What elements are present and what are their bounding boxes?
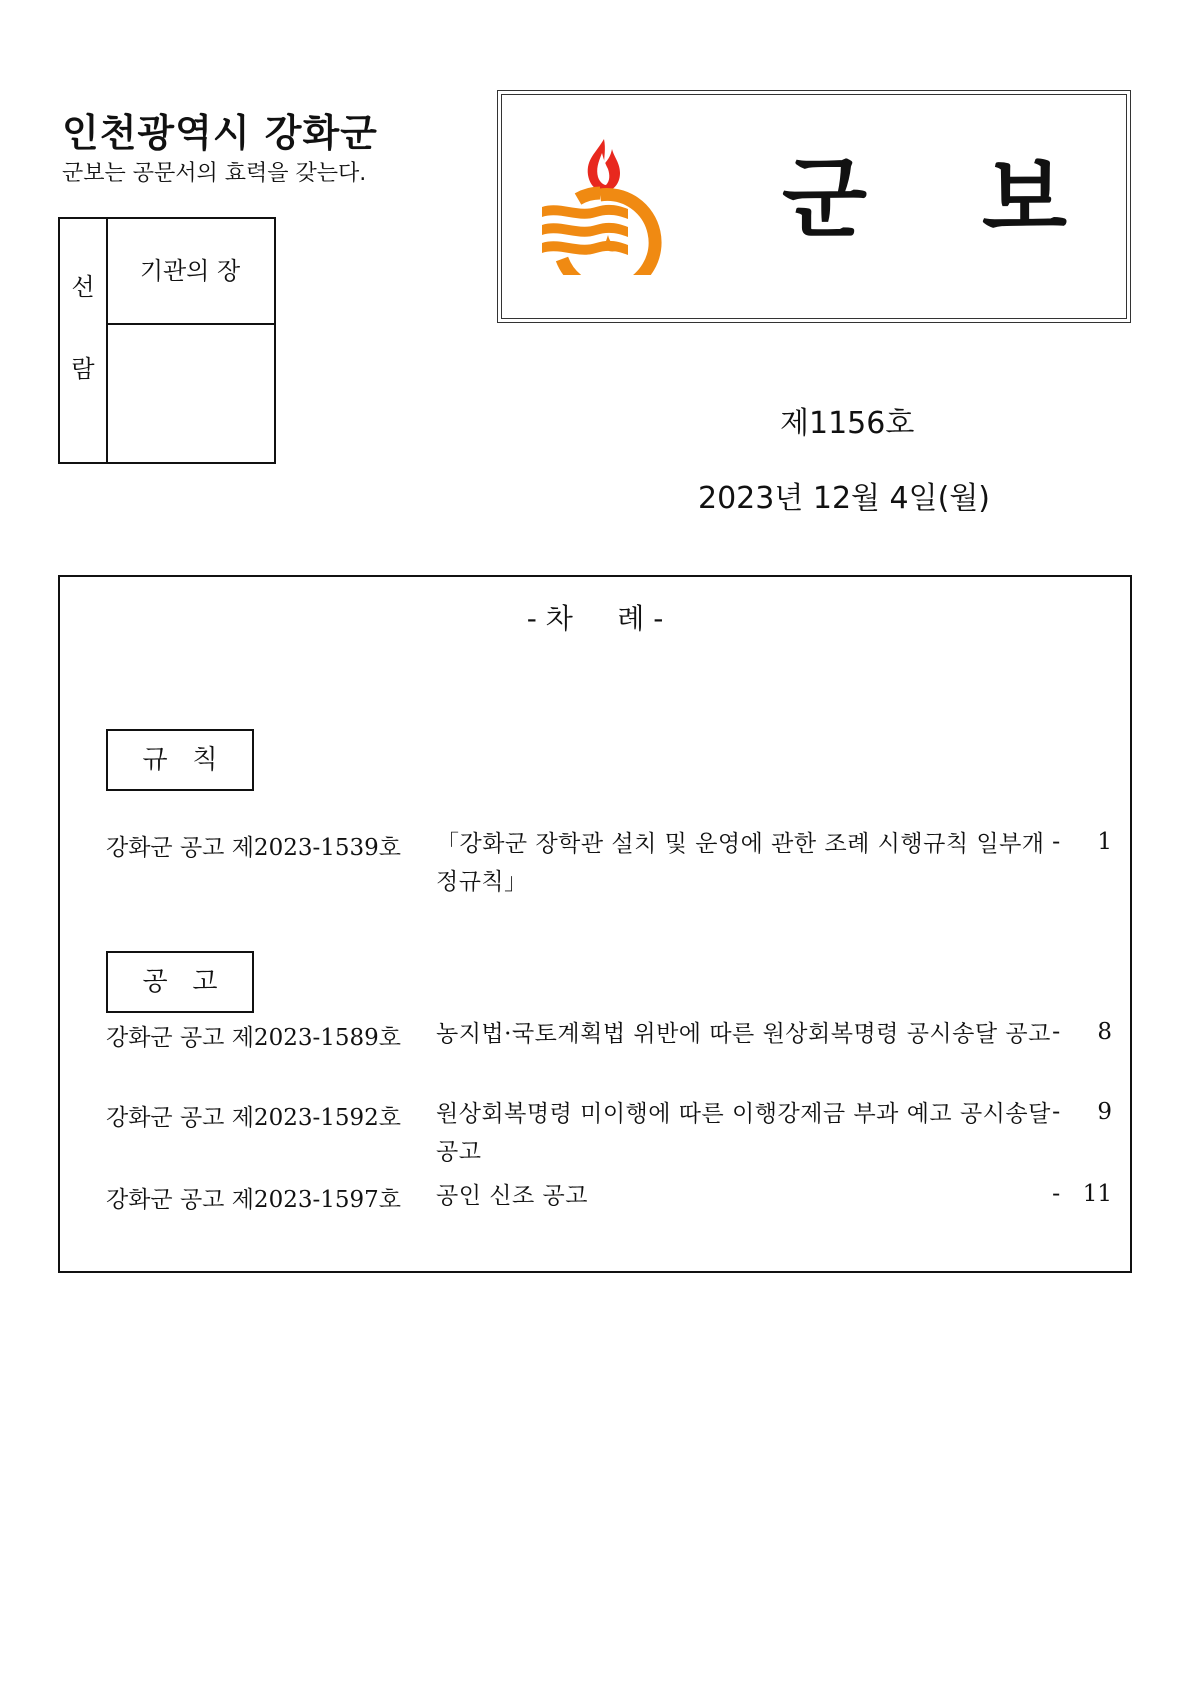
entry-title[interactable]: 공인 신조 공고 (436, 1183, 588, 1209)
masthead-inner (501, 94, 1127, 319)
issue-number: 제1156호 (780, 406, 915, 441)
approval-box (58, 217, 276, 464)
issue-date: 2023년 12월 4일(월) (698, 481, 991, 516)
section-label-notices: 공 고 (106, 951, 254, 1013)
entry-title[interactable]: 「강화군 장학관 설치 및 운영에 관한 조례 시행규칙 일부개정규칙」 (436, 831, 1045, 895)
legal-notice: 군보는 공문서의 효력을 갖는다. (62, 161, 367, 186)
masthead-title-char-1: 군 (782, 147, 868, 250)
entry-page: 8 (1097, 1019, 1112, 1045)
entry-title[interactable]: 농지법·국토계획법 위반에 따른 원상회복명령 공시송달 공고 (436, 1021, 1051, 1047)
entry-source: 강화군 공고 제2023-1597호 (106, 1187, 401, 1213)
region-title: 인천광역시 강화군 (62, 111, 378, 155)
approval-side (60, 219, 108, 462)
approval-side-char-2: 람 (71, 355, 95, 383)
entry-source: 강화군 공고 제2023-1539호 (106, 835, 401, 861)
entry-source: 강화군 공고 제2023-1592호 (106, 1105, 401, 1131)
entry-source: 강화군 공고 제2023-1589호 (106, 1025, 401, 1051)
entry-page: 9 (1097, 1099, 1112, 1125)
toc-title: - 차 례 - (526, 602, 664, 635)
approval-head-label: 기관의 장 (139, 257, 241, 285)
entry-title[interactable]: 원상회복명령 미이행에 따른 이행강제금 부과 예고 공시송달 공고 (436, 1101, 1051, 1165)
masthead-title-char-2: 보 (982, 147, 1068, 250)
entry-dash: - (1052, 1019, 1061, 1045)
entry-dash: - (1052, 1181, 1061, 1207)
gangwha-county-emblem-icon (538, 135, 664, 275)
entry-dash: - (1052, 829, 1061, 855)
section-label-rules: 규 칙 (106, 729, 254, 791)
entry-dash: - (1052, 1099, 1061, 1125)
approval-side-char-1: 선 (71, 273, 95, 301)
entry-page: 11 (1082, 1181, 1112, 1207)
masthead-box (497, 90, 1131, 323)
approval-head (106, 219, 274, 325)
table-of-contents (58, 575, 1132, 1273)
entry-page: 1 (1097, 829, 1112, 855)
